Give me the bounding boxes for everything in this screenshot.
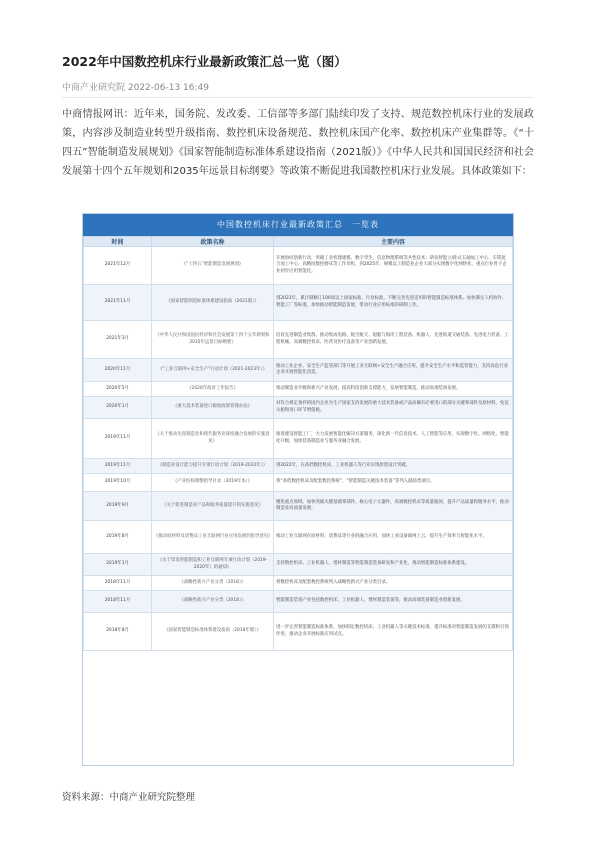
- cell-content: 推动工业互联网在原材料、消费品等行业的融合应用，加快工业设备联网上云，提升生产效率与智能化水平。: [274, 521, 513, 554]
- cell-name: 《2020年政府工作报告》: [152, 382, 274, 397]
- cell-content: 推动工业企业、安全生产监管部门等开展工业互联网+安全生产融合应用，提升安全生产水平和监管能力，支持高危行业企业开展智能化改造。: [274, 359, 513, 382]
- divider: [62, 97, 533, 98]
- cell-content: 智能制造装备产业包括数控机床、工业机器人、增材制造装备等，推动高端装备制造业创新发展。: [274, 591, 513, 613]
- cell-name: 《重大技术装备进口税收政策管理办法》: [152, 397, 274, 419]
- cell-content: 到2023年，累计制修订100项以上国家标准、行业标准，不断完善先进适用的智能制造标准体系。加快制定人机协作、智能工厂等标准，加快推动智能制造发展，带动行业应用标准的研制工作。: [274, 285, 513, 321]
- cell-content: 将数控机床及配套数控系统列入战略性新兴产业分类目录。: [274, 576, 513, 591]
- cell-date: 2019年11月: [84, 419, 152, 459]
- cell-content: 进一步完善智能制造标准体系，加快制定数控机床、工业机器人等关键技术标准，提升标准对智能制造发展的支撑和引领作用，推动企业开展标准应用试点。: [274, 613, 513, 651]
- source-note: 资料来源：中商产业研究院整理: [62, 792, 196, 803]
- table-row: [84, 613, 513, 651]
- article-title: 2022年中国数控机床行业最新政策汇总一览（图）: [62, 54, 347, 69]
- table-row: [84, 492, 513, 521]
- cell-name: 《产业结构调整指导目录（2019年本）》: [152, 474, 274, 492]
- cell-date: 2019年11月: [84, 459, 152, 474]
- cell-name: 《战略性新兴产业分类（2018）》: [152, 591, 274, 613]
- cell-name: 《战略性新兴产业分类（2018）》: [152, 576, 274, 591]
- cell-name: 《“工业互联网+安全生产”行动计划（2021-2023年）》: [152, 359, 274, 382]
- cell-name: 《关于推动先进制造业和现代服务业深度融合发展的实施意见》: [152, 419, 274, 459]
- cell-date: 2018年8月: [84, 613, 152, 651]
- table-row: [84, 397, 513, 419]
- cell-content: 对符合规定条件的国内企业为生产国家支持发展的重大技术装备或产品而确有必要进口的部分关键零部件及原材料，免征关税和进口环节增值税。: [274, 397, 513, 419]
- article-intro: 中商情报网讯：近年来，国务院、发改委、工信部等多部门陆续印发了支持、规范数控机床行业的发展政策，内容涉及制造业转型升级指南、数控机床设备规范、数控机床国产化率、数控机床产业集群等。《“十四五”智能制造发展规划》《国家智能制造标准体系建设指南（2021版）》《中华人民共和国国民经济和社会发展第十四个五年规划和2035年远景目标纲要》等政策不断促进我国数控机床行业发展。具体政策如下：: [62, 109, 534, 177]
- cell-content: 开展协同创新行动，突破工业机理建模、数字孪生、信息物理系统等共性技术；研发智能立/卧式五轴加工中心、车铣复合加工中心、高精度数控磨床等工作母机，到2025年，规模以上制造业企业大部分实现数字化网络化，重点行业骨干企业初步应用智能化。: [274, 247, 513, 285]
- table-title: 中国数控机床行业最新政策汇总 一览表: [83, 214, 513, 236]
- cell-name: 《推动原材料及消费品工业互联网行业应用发展的指导意见》: [152, 521, 274, 554]
- cell-content: 将“高档数控机床及配套数控系统”、“智能制造关键技术装备”等列入鼓励类项目。: [274, 474, 513, 492]
- cell-date: 2020年5月: [84, 382, 152, 397]
- cell-date: 2021年11月: [84, 285, 152, 321]
- table-row: [84, 359, 513, 382]
- cell-name: 《制造业设计能力提升专项行动计划（2019-2022年）》: [152, 459, 274, 474]
- cell-date: 2021年3月: [84, 321, 152, 359]
- cell-name: 《中华人民共和国国民经济和社会发展第十四个五年规划和2035年远景目标纲要》: [152, 321, 274, 359]
- cell-date: 2019年9月: [84, 492, 152, 521]
- policy-table: [83, 236, 513, 651]
- table-row: [84, 321, 513, 359]
- cell-content: 聚焦重点领域，加快突破关键基础零部件、核心电子元器件、高端数控机床等质量瓶颈，提升产品质量和服务水平，推动制造业高质量发展。: [274, 492, 513, 521]
- table-row: [84, 459, 513, 474]
- table-row: [84, 576, 513, 591]
- cell-name: 《国家智能制造标准体系建设指南（2021版）》: [152, 285, 274, 321]
- cell-date: 2020年11月: [84, 359, 152, 382]
- cell-content: 推动制造业升级和新兴产业发展，提高科技创新支撑能力，发展智能制造，推动高端装备发展。: [274, 382, 513, 397]
- cell-name: 《“十四五”智能制造发展规划》: [152, 247, 274, 285]
- cell-date: 2019年8月: [84, 521, 152, 554]
- cell-name: 《关于印发智能制造和工业互联网专项行动计划（2019-2020年）的通知》: [152, 554, 274, 576]
- cell-name: 《国家智能制造标准体系建设指南（2018年版）》: [152, 613, 274, 651]
- table-row: [84, 247, 513, 285]
- cell-date: 2018年11月: [84, 591, 152, 613]
- cell-date: 2020年1月: [84, 397, 152, 419]
- cell-content: 支持数控机床、工业机器人、增材制造等智能制造装备研发和产业化，推动智能制造标准体系建设。: [274, 554, 513, 576]
- table-row: [84, 419, 513, 459]
- cell-content: 推进建设智能工厂，大力发展智能化解决方案服务，深化新一代信息技术、人工智能等应用，实现数字化、网络化、智能化升级，加快装备制造业与服务业融合发展。: [274, 419, 513, 459]
- header-policy-name: 政策名称: [152, 237, 274, 247]
- cell-date: 2019年1月: [84, 554, 152, 576]
- table-row: [84, 474, 513, 492]
- policy-table-image: [82, 213, 514, 766]
- cell-content: 培育先进制造业集群，推动集成电路、航空航天、船舶与海洋工程装备、机器人、先进轨道交通装备、先进电力装备、工程机械、高端数控机床、医药及医疗设备等产业创新发展。: [274, 321, 513, 359]
- cell-date: 2018年11月: [84, 576, 152, 591]
- header-content: 主要内容: [274, 237, 513, 247]
- table-row: [84, 521, 513, 554]
- table-header-row: [84, 237, 513, 247]
- table-row: [84, 554, 513, 576]
- cell-name: 《关于促进制造业产品和服务质量提升的实施意见》: [152, 492, 274, 521]
- cell-date: 2021年12月: [84, 247, 152, 285]
- table-row: [84, 285, 513, 321]
- table-body: [84, 247, 513, 651]
- table-row: [84, 591, 513, 613]
- article-meta: 中商产业研究院 2022-06-13 16:49: [62, 83, 209, 93]
- cell-date: 2019年10月: [84, 474, 152, 492]
- cell-content: 到2022年，在高档数控机床、工业机器人等行业实现原创设计突破。: [274, 459, 513, 474]
- table-row: [84, 382, 513, 397]
- header-date: 时间: [84, 237, 152, 247]
